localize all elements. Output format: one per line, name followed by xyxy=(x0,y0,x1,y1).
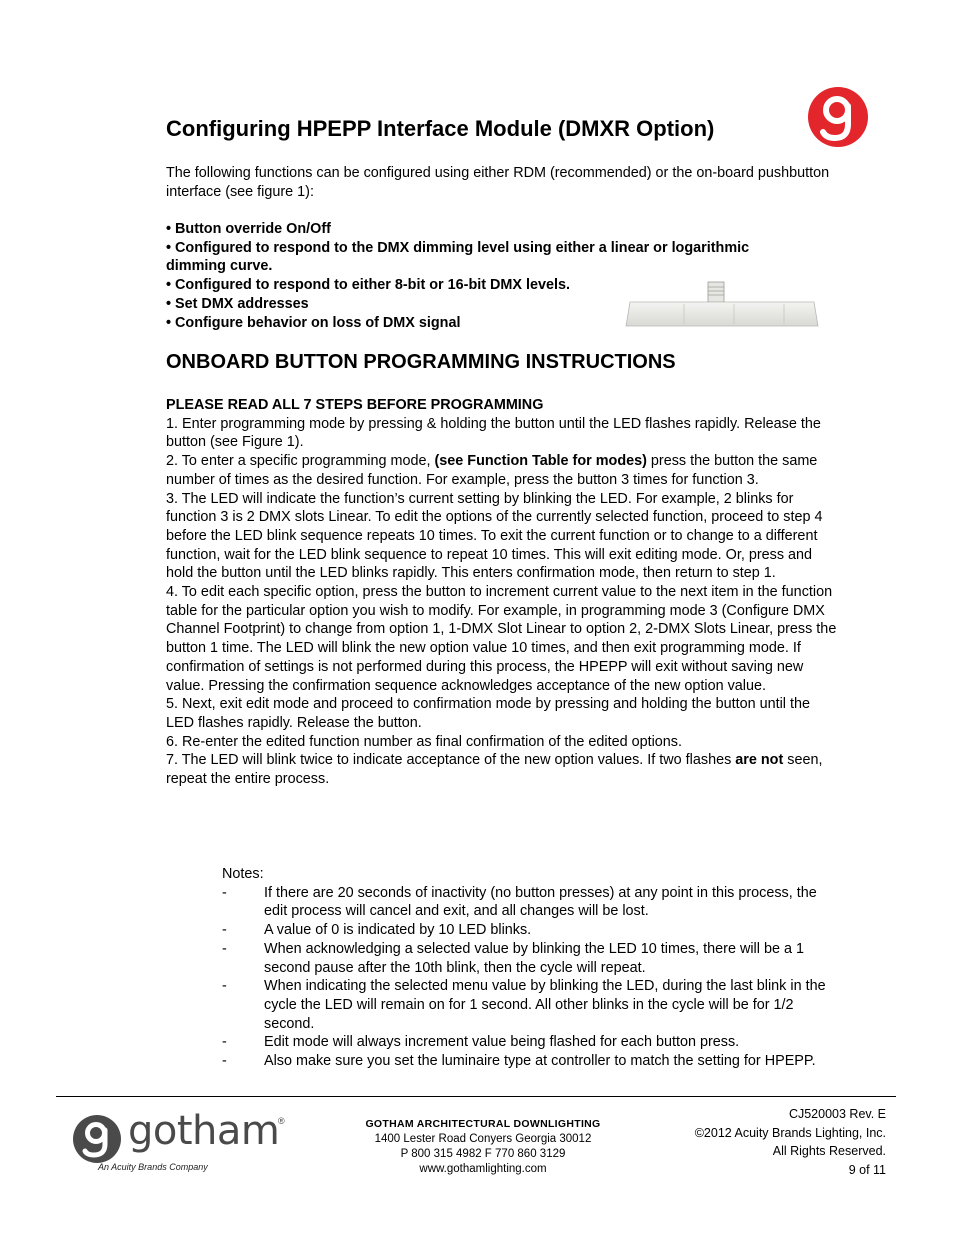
phone-fax: P 800 315 4982 F 770 860 3129 xyxy=(400,1148,566,1160)
notes-section xyxy=(222,865,842,1071)
interface-module-image xyxy=(624,280,820,332)
steps-heading: PLEASE READ ALL 7 STEPS BEFORE PROGRAMMING xyxy=(166,397,544,413)
note-item: - When acknowledging a selected value by blinking the LED 10 times, there will be a 1 second pause after the 10th blink, then the cycle will repeat. xyxy=(222,940,804,976)
footer-divider xyxy=(56,1096,896,1097)
step-1: 1. Enter programming mode by pressing & holding the button until the LED flashes rapidly. Release the button (see Figure 1). xyxy=(166,415,821,451)
copyright: ©2012 Acuity Brands Lighting, Inc. xyxy=(694,1125,886,1140)
doc-id: CJ520003 Rev. E xyxy=(788,1107,886,1121)
note-item: - When indicating the selected menu value by blinking the LED, during the last blink in the cycle the LED will remain on for 1 second. All other blinks in the cycle will be for 1/2 second. xyxy=(222,978,826,1032)
step-3: 3. The LED will indicate the function’s current setting by blinking the LED. For example, 2 blinks for function 3 is 2 DMX slots Linear. To edit the options of the currently selected function, proceed to step 4 before the LED blink sequence repeats 10 times. To exit the current function or to change to a different function, wait for the LED blink sequence to repeat 10 times. This will exit editing mode. Or, press and hold the button until the LED blinks rapidly. This enters confirmation mode, then return to step 1. xyxy=(166,490,823,582)
bullet-item: • Configured to respond to either 8-bit or 16-bit DMX levels. xyxy=(166,277,571,294)
step-2: 2. To enter a specific programming mode, (see Function Table for modes) press the button the same number of times as the desired function. For example, press the button 3 times for function 3. xyxy=(166,453,818,488)
step-6: 6. Re-enter the edited function number as final confirmation of the edited options. xyxy=(166,733,682,750)
company-address xyxy=(358,1117,608,1177)
gotham-g-logo-icon xyxy=(806,86,870,148)
street-address: 1400 Lester Road Conyers Georgia 30012 xyxy=(374,1133,592,1145)
rights: All Rights Reserved. xyxy=(772,1144,886,1158)
step-5: 5. Next, exit edit mode and proceed to confirmation mode by pressing and holding the button until the LED flashes rapidly. Release the button. xyxy=(166,696,810,731)
page-number: 9 of 11 xyxy=(848,1162,886,1177)
programming-steps xyxy=(166,396,838,789)
section-heading: ONBOARD BUTTON PROGRAMMING INSTRUCTIONS xyxy=(166,351,676,373)
step-4: 4. To edit each specific option, press the button to increment current value to the next item in the function table for the particular option you wish to modify. For example, in programming mode 3 (Configure DMX Channel Footprint) to change from option 1, 1-DMX Slot Linear to option 2, 2-DMX Slots Linear, press the button 1 time. The LED will blink the new option value 10 times, and then exit programming mode. If confirmation of settings is not performed during this process, the HPEPP will exit without saving new value. Pressing the confirmation sequence acknowledges acceptance of the new option value. xyxy=(166,584,837,694)
note-item: - A value of 0 is indicated by 10 LED blinks. xyxy=(222,922,532,939)
bullet-item: • Button override On/Off xyxy=(166,221,331,237)
gotham-g-icon xyxy=(72,1114,122,1164)
step-7: 7. The LED will blink twice to indicate acceptance of the new option values. If two flashes are not seen, repeat the entire process. xyxy=(166,752,823,788)
notes-list xyxy=(222,884,842,1071)
website: www.gothamlighting.com xyxy=(419,1163,547,1175)
bullet-item: dimming curve. xyxy=(166,258,273,275)
bullet-item: • Set DMX addresses xyxy=(166,295,309,312)
notes-label: Notes: xyxy=(222,866,264,882)
brand-tagline: An Acuity Brands Company xyxy=(98,1162,208,1172)
footer-brand-logo xyxy=(72,1108,302,1178)
document-info xyxy=(695,1105,886,1179)
firm-name: GOTHAM ARCHITECTURAL DOWNLIGHTING xyxy=(365,1118,601,1130)
brand-wordmark: gotham xyxy=(128,1108,280,1154)
note-item: - If there are 20 seconds of inactivity (no button presses) at any point in this process, the edit process will cancel and exit, and all changes will be lost. xyxy=(222,884,817,920)
intro-paragraph: The following functions can be configured using either RDM (recommended) or the on-board pushbutton interface (see figure 1): xyxy=(166,165,830,200)
note-item: - Also make sure you set the luminaire type at controller to match the setting for HPEPP. xyxy=(222,1053,816,1070)
note-item: - Edit mode will always increment value being flashed for each button press. xyxy=(222,1034,740,1051)
page-title: Configuring HPEPP Interface Module (DMXR Option) xyxy=(166,116,715,141)
bullet-item: • Configure behavior on loss of DMX signal xyxy=(166,314,461,331)
bullet-item: • Configured to respond to the DMX dimming level using either a linear or logarithmic xyxy=(166,239,750,256)
registered-mark: ® xyxy=(278,1116,285,1126)
